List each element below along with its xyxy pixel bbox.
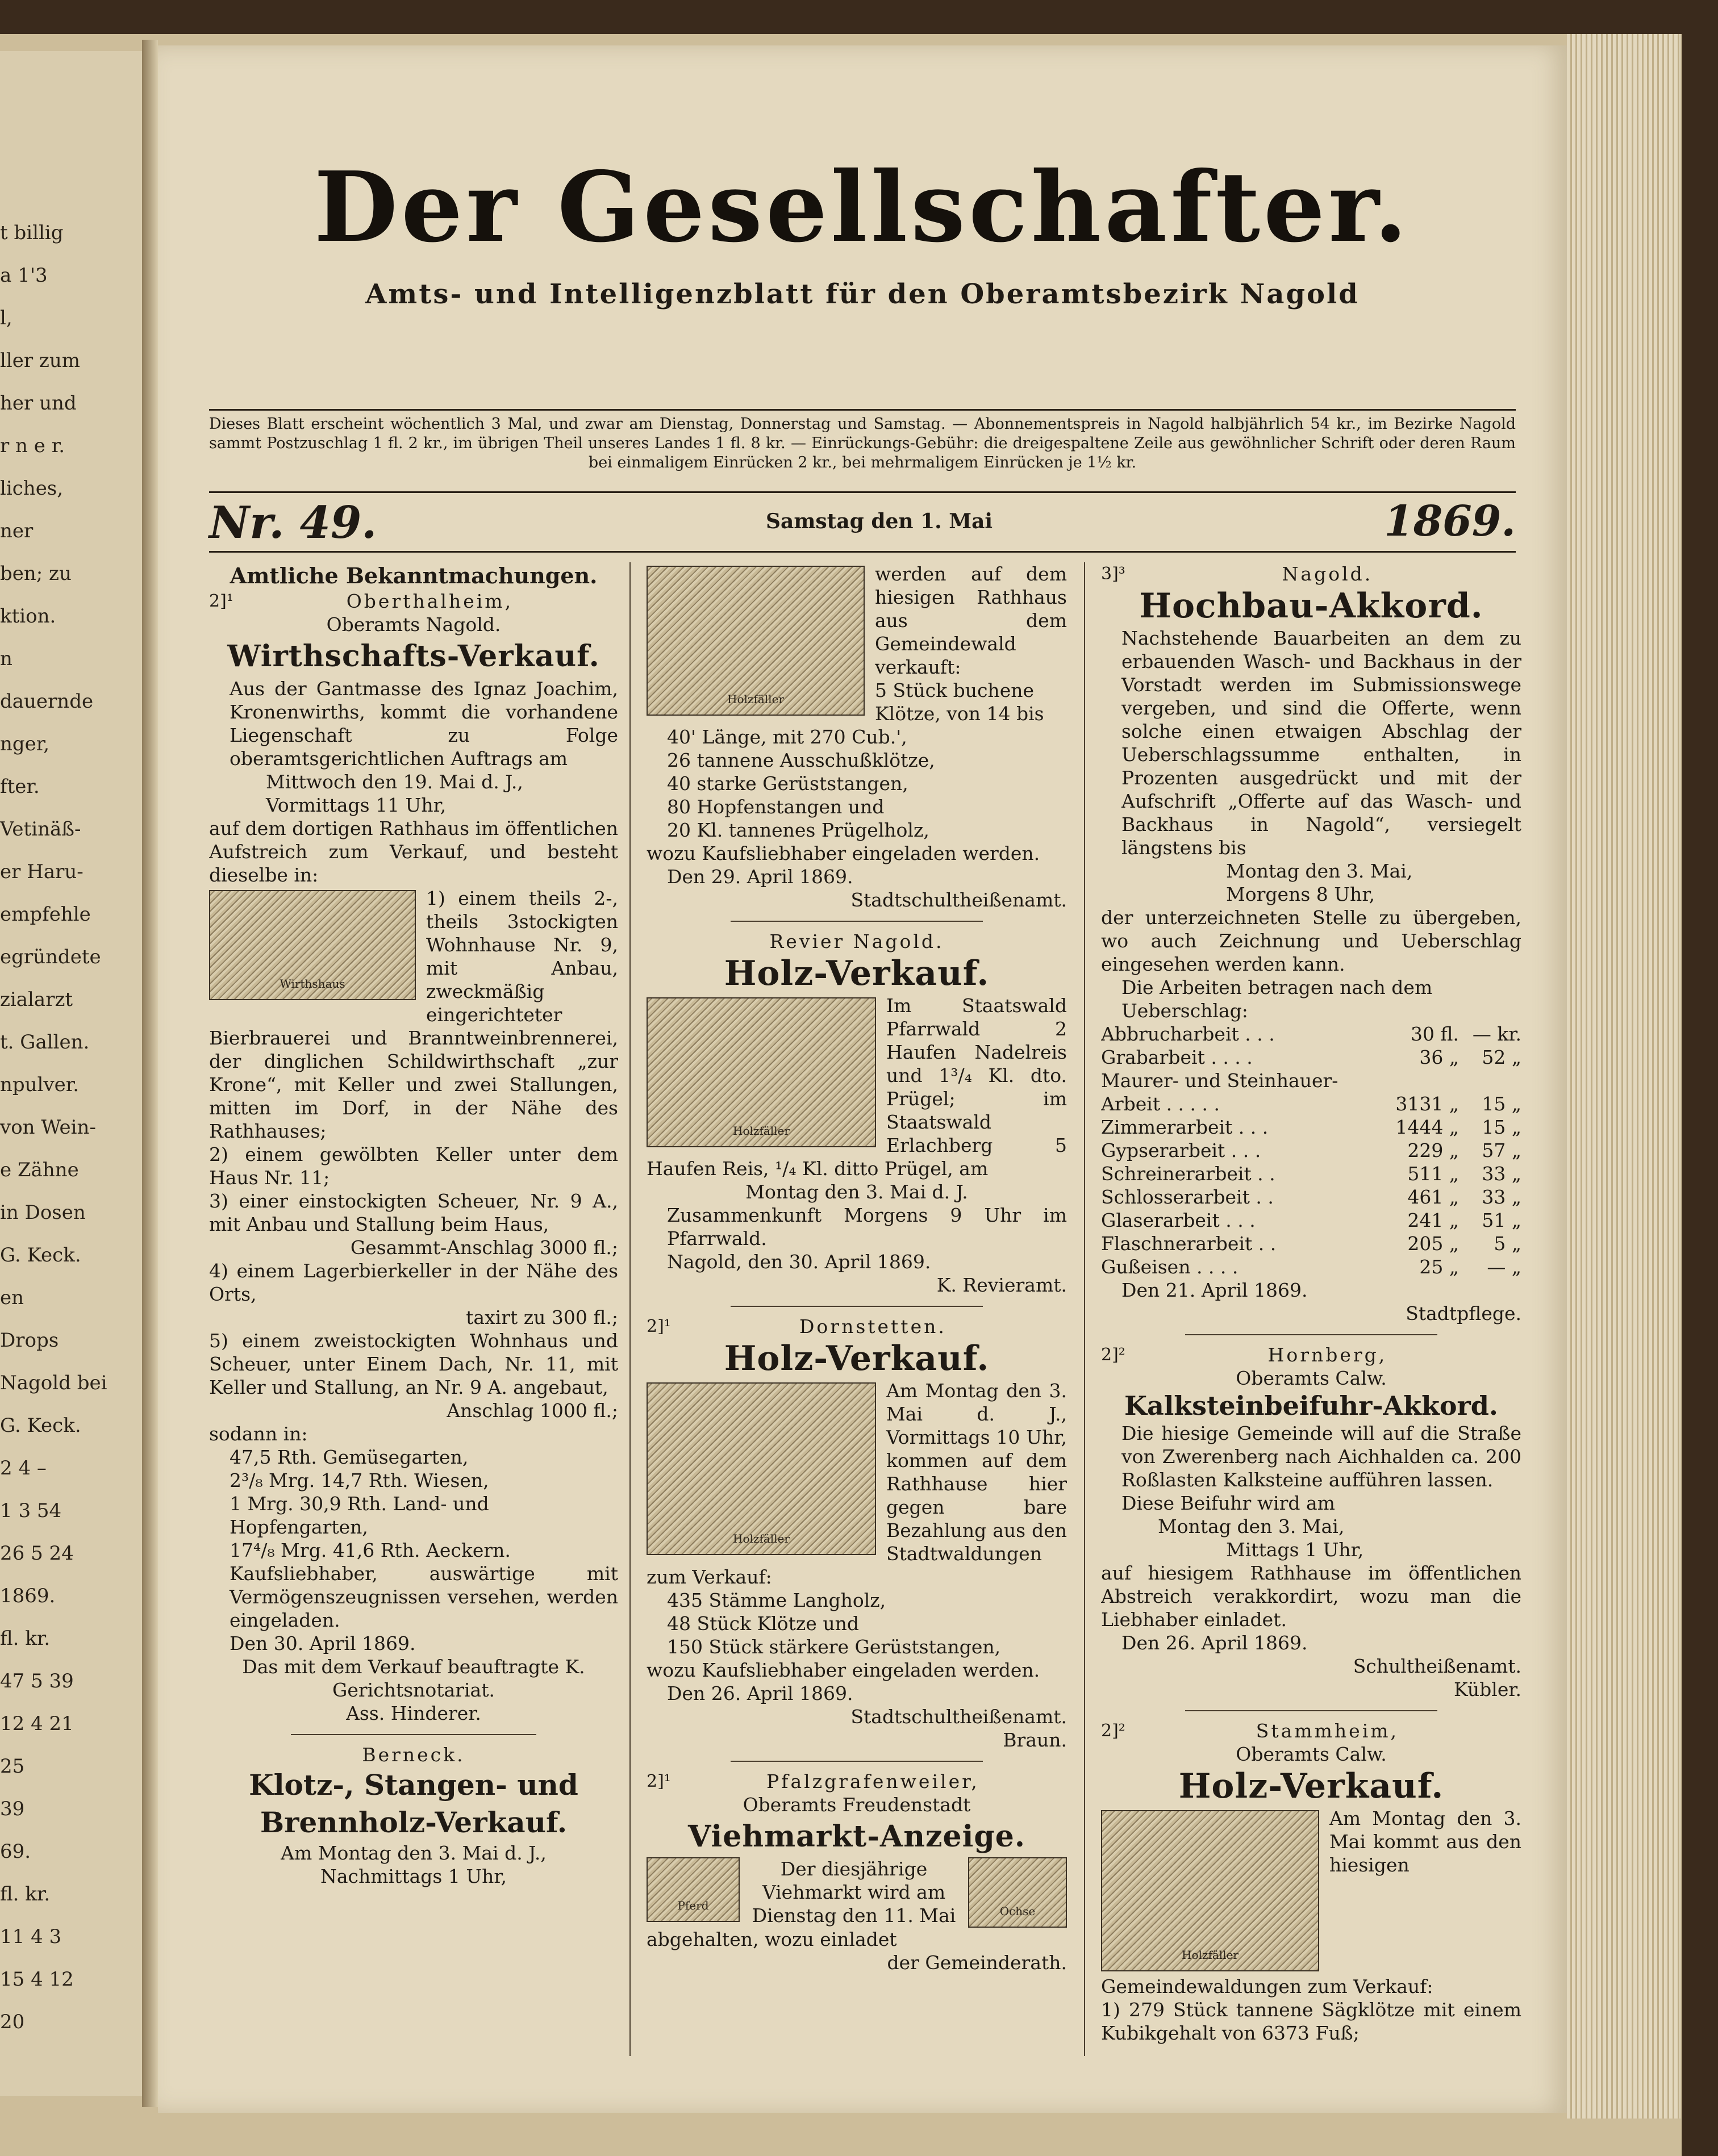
ad-signer: Stadtschultheißenamt. bbox=[850, 889, 1067, 911]
ad-intro: Aus der Gantmasse des Ignaz Joachim, Kronenwirths, kommt die vorhandene Liegenschaft zu Folge oberamtsgerichtlichen Auftrags am bbox=[230, 678, 618, 770]
ad-land-2: 2³/₈ Mrg. 14,7 Rth. Wiesen, bbox=[230, 1469, 489, 1491]
issue-line bbox=[209, 497, 1516, 548]
ad-buyers: Kaufsliebhaber, auswärtige mit Vermögenszeugnissen versehen, werden eingeladen. bbox=[230, 1562, 618, 1631]
cost-kreuzer: — „ bbox=[1487, 1256, 1521, 1278]
ad-land-1: 47,5 Rth. Gemüsegarten, bbox=[230, 1446, 469, 1468]
cost-row bbox=[1101, 1209, 1521, 1232]
cost-label: Abbrucharbeit . . . bbox=[1101, 1023, 1275, 1045]
cost-kreuzer: 5 „ bbox=[1494, 1232, 1521, 1255]
ad-text-3: auf hiesigem Rathhause im öffentlichen Abstreich verakkordirt, wozu man die Liebhaber einladet. bbox=[1101, 1562, 1521, 1631]
ad-date: Den 30. April 1869. bbox=[230, 1632, 416, 1654]
ad-line-3: 40 starke Gerüststangen, bbox=[667, 772, 908, 795]
cost-row bbox=[1101, 1162, 1521, 1185]
ad-signer: K. Revieramt. bbox=[936, 1274, 1067, 1296]
ox-caption: Ochse bbox=[999, 1904, 1036, 1918]
left-page-fragment: 11 4 3 bbox=[0, 1925, 62, 1948]
ad-buyers: wozu Kaufsliebhaber eingeladen werden. bbox=[647, 1659, 1040, 1681]
woodcutter-woodcut-image bbox=[647, 566, 865, 716]
ad-sodann: sodann in: bbox=[209, 1423, 308, 1445]
woodcutter-woodcut-image bbox=[647, 997, 876, 1147]
ad-name: Braun. bbox=[1003, 1729, 1067, 1751]
masthead bbox=[203, 151, 1521, 310]
column-divider-1 bbox=[629, 562, 631, 2056]
ad-place: Stammheim, bbox=[1256, 1720, 1399, 1742]
ad-viehmarkt-row bbox=[647, 1857, 1067, 1928]
left-page-fragment: npulver. bbox=[0, 1073, 80, 1096]
ad-text: Im Staatswald Pfarrwald 2 Haufen Nadelreis und 1³/₄ Kl. dto. Prügel; im Staatswald Erlachberg 5 Haufen Reis, ¹/₄ Kl. ditto Prügel, am bbox=[647, 995, 1067, 1180]
ad-district: Oberamts Calw. bbox=[1236, 1367, 1387, 1389]
cost-label: Arbeit . . . . . bbox=[1101, 1093, 1220, 1115]
left-page-fragment: liches, bbox=[0, 477, 64, 500]
left-page-fragment: er Haru- bbox=[0, 860, 84, 883]
ad-place: Nagold. bbox=[1282, 563, 1373, 585]
cost-row bbox=[1101, 1255, 1521, 1278]
cost-gulden: 229 „ bbox=[1407, 1139, 1459, 1161]
ad-line-2: 26 tannene Ausschußklötze, bbox=[667, 749, 935, 771]
ad-holz-nagold bbox=[647, 930, 1067, 1297]
ad-mark: 2]¹ bbox=[647, 1771, 671, 1791]
ad-viehmarkt bbox=[647, 1770, 1067, 1974]
cost-row bbox=[1101, 1069, 1521, 1092]
cost-label: Gußeisen . . . . bbox=[1101, 1256, 1239, 1278]
ad-meet: Zusammenkunft Morgens 9 Uhr im Pfarrwald. bbox=[667, 1204, 1067, 1250]
cost-kreuzer: 57 „ bbox=[1482, 1139, 1521, 1161]
ad-costs-intro: Die Arbeiten betragen nach dem Ueberschlag: bbox=[1121, 976, 1433, 1022]
ad-place: Dornstetten. bbox=[799, 1315, 946, 1338]
woodcut-caption: Holzfäller bbox=[733, 1124, 790, 1138]
ad-signer: Stadtschultheißenamt. bbox=[850, 1706, 1067, 1728]
ad-when-2: Vormittags 11 Uhr, bbox=[266, 794, 447, 816]
ad-text: Die hiesige Gemeinde will auf die Straße von Zwerenberg nach Aichhalden ca. 200 Roßlasten Kalksteine aufführen lassen. bbox=[1121, 1422, 1521, 1491]
ad-mark: 3]³ bbox=[1101, 564, 1125, 584]
ad-mark: 2]¹ bbox=[209, 591, 233, 611]
left-page-fragment: 15 4 12 bbox=[0, 1968, 74, 1991]
woodcutter-woodcut-image bbox=[1101, 1810, 1319, 1971]
left-page-fragment: t billig bbox=[0, 222, 64, 244]
left-page-fragment: fl. kr. bbox=[0, 1627, 51, 1650]
ad-when: Montag den 3. Mai d. J. bbox=[745, 1181, 968, 1203]
cost-label: Grabarbeit . . . . bbox=[1101, 1046, 1253, 1068]
cost-table bbox=[1101, 1022, 1521, 1278]
column-1 bbox=[209, 562, 618, 2073]
horse-caption: Pferd bbox=[677, 1899, 709, 1912]
ad-line-1: 5 Stück buchene Klötze, von 14 bis 40' Länge, mit 270 Cub.', bbox=[667, 679, 1044, 748]
left-page-edge bbox=[0, 51, 142, 2096]
ad-text: Am Montag den 3. Mai d. J., Vormittags 10 Uhr, kommen auf dem Rathhause hier gegen bare Bezahlung aus den Stadtwaldungen zum Verkauf: bbox=[647, 1380, 1067, 1588]
cost-row bbox=[1101, 1139, 1521, 1162]
ad-holz-stammheim bbox=[1101, 1719, 1521, 2045]
ad-mark: 2]² bbox=[1101, 1721, 1125, 1741]
ad-text-2: der unterzeichneten Stelle zu übergeben, wo auch Zeichnung und Ueberschlag eingesehen werden kann. bbox=[1101, 906, 1521, 975]
left-page-fragment: e Zähne bbox=[0, 1159, 79, 1181]
cost-gulden: 30 fl. bbox=[1411, 1023, 1459, 1045]
left-page-fragment: n bbox=[0, 647, 12, 670]
newspaper-subtitle: Amts- und Intelligenzblatt für den Oberamtsbezirk Nagold bbox=[365, 278, 1360, 310]
ad-heading: Klotz-, Stangen- und Brennholz-Verkauf. bbox=[249, 1768, 578, 1839]
left-page-fragment: Nagold bei bbox=[0, 1372, 107, 1394]
cost-kreuzer: 33 „ bbox=[1482, 1163, 1521, 1185]
cost-gulden: 3131 „ bbox=[1395, 1093, 1459, 1115]
ad-when-2: Mittags 1 Uhr, bbox=[1226, 1539, 1364, 1561]
cost-kreuzer bbox=[1459, 1069, 1521, 1092]
ad-hochbau bbox=[1101, 562, 1521, 1325]
inn-woodcut-image bbox=[209, 890, 416, 1000]
issue-year: 1869. bbox=[1384, 497, 1516, 546]
ad-text: Nachstehende Bauarbeiten an dem zu erbauenden Wasch- und Backhaus in der Vorstadt werden im Submissionswege vergeben, und sind die Offerte, wenn solche einen etwaigen Abschlag der Ueberschlagssumme enthalten, in Prozenten ausgedrückt und mit der Aufschrift „Offerte auf das Wasch- und Backhaus in Nagold“, versiegelt längstens bis bbox=[1121, 627, 1521, 859]
divider bbox=[291, 1734, 536, 1735]
horse-woodcut-image bbox=[647, 1857, 740, 1922]
ad-when-2: Morgens 8 Uhr, bbox=[1226, 883, 1375, 905]
left-page-fragment: 47 5 39 bbox=[0, 1670, 74, 1693]
ad-place: Berneck. bbox=[362, 1744, 465, 1766]
book-gutter bbox=[142, 40, 158, 2107]
left-page-fragment: G. Keck. bbox=[0, 1414, 81, 1437]
ad-text: werden auf dem hiesigen Rathhaus aus dem Gemeindewald verkauft: bbox=[875, 563, 1067, 678]
left-page-fragment: 26 5 24 bbox=[0, 1542, 74, 1565]
cost-kreuzer: 52 „ bbox=[1482, 1046, 1521, 1068]
ad-land-3: 1 Mrg. 30,9 Rth. Land- und Hopfengarten, bbox=[230, 1493, 489, 1538]
ad-place: Revier Nagold. bbox=[769, 930, 944, 952]
newspaper-title: Der Gesellschafter. bbox=[314, 151, 1411, 264]
left-page-fragment: Drops bbox=[0, 1329, 59, 1352]
ad-item-1: 1) einem theils 2-, theils 3stockigten Wohnhause Nr. 9, mit Anbau, zweckmäßig eingerichteter Bierbrauerei und Branntweinbrennerei, der dinglichen Schildwirthschaft „zur Krone“, mit Keller und zwei Stallungen, mitten im Dorf, in der Nähe des Rathhauses; bbox=[209, 887, 618, 1142]
ad-place: Hornberg, bbox=[1267, 1344, 1387, 1366]
ad-when-1: Montag den 3. Mai, bbox=[1226, 860, 1413, 882]
ad-wirthschafts-verkauf bbox=[209, 590, 618, 1725]
ad-text-2: abgehalten, wozu einladet bbox=[647, 1928, 897, 1950]
divider bbox=[731, 921, 983, 922]
column-3 bbox=[1101, 562, 1521, 2073]
ad-heading: Wirthschafts-Verkauf. bbox=[227, 639, 600, 674]
ad-heading: Holz-Verkauf. bbox=[724, 1339, 990, 1378]
woodcut-caption: Holzfäller bbox=[733, 1532, 790, 1545]
left-page-fragment: fter. bbox=[0, 775, 40, 798]
left-page-fragment: ller zum bbox=[0, 349, 80, 372]
ad-line-1: Am Montag den 3. Mai d. J., bbox=[281, 1842, 547, 1864]
left-page-fragment: G. Keck. bbox=[0, 1244, 81, 1267]
inn-woodcut-caption: Wirthshaus bbox=[280, 977, 345, 991]
cost-gulden: 205 „ bbox=[1407, 1232, 1459, 1255]
left-page-fragment: 69. bbox=[0, 1840, 31, 1863]
ad-date: Den 26. April 1869. bbox=[667, 1682, 853, 1704]
ox-woodcut-image bbox=[968, 1857, 1067, 1928]
ad-date: Den 29. April 1869. bbox=[667, 866, 853, 888]
column-divider-2 bbox=[1084, 562, 1085, 2056]
cost-row bbox=[1101, 1185, 1521, 1209]
divider bbox=[731, 1761, 983, 1762]
divider bbox=[1185, 1334, 1437, 1335]
ad-kalkstein bbox=[1101, 1343, 1521, 1701]
ad-date: Nagold, den 30. April 1869. bbox=[667, 1251, 931, 1273]
ad-heading: Hochbau-Akkord. bbox=[1139, 586, 1483, 626]
ad-holz-1 bbox=[647, 562, 1067, 912]
cost-label: Maurer- und Steinhauer- bbox=[1101, 1069, 1338, 1092]
cost-row bbox=[1101, 1046, 1521, 1069]
divider bbox=[1185, 1710, 1437, 1711]
ad-item-2: 2) einem gewölbten Keller unter dem Haus Nr. 11; bbox=[209, 1143, 618, 1189]
ad-heading: Holz-Verkauf. bbox=[1178, 1766, 1444, 1806]
ad-heading: Kalksteinbeifuhr-Akkord. bbox=[1124, 1390, 1498, 1421]
ad-place: Pfalzgrafenweiler, bbox=[766, 1770, 979, 1793]
left-page-fragment: 20 bbox=[0, 2011, 25, 2033]
cost-gulden: 461 „ bbox=[1407, 1186, 1459, 1208]
left-page-fragment: a 1'3 bbox=[0, 264, 48, 287]
ad-when-1: Montag den 3. Mai, bbox=[1158, 1515, 1345, 1537]
divider bbox=[731, 1306, 983, 1307]
ad-land-4: 17⁴/₈ Mrg. 41,6 Rth. Aeckern. bbox=[230, 1539, 511, 1561]
subscription-notice: Dieses Blatt erscheint wöchentlich 3 Mal, und zwar am Dienstag, Donnerstag und Samstag. — Abonnementspreis in Nagold halbjährlich 54 kr., im Bezirke Nagold sammt Postzuschlag 1 fl. 2 kr., im übrigen Theil unseres Landes 1 fl. 8 kr. — Einrückungs-Gebühr: die dreigespaltene Zeile aus gewöhnlicher Schrift oder deren Raum bei einmaligem Einrücken 2 kr., bei mehrmaligem Einrücken je 1½ kr. bbox=[209, 415, 1516, 471]
ad-place: Oberthalheim, bbox=[346, 590, 514, 612]
left-page-fragment: in Dosen bbox=[0, 1201, 86, 1224]
left-page-fragment: 25 bbox=[0, 1755, 25, 1778]
woodcut-caption: Holzfäller bbox=[1182, 1948, 1239, 1962]
cost-gulden: 25 „ bbox=[1419, 1256, 1459, 1278]
ad-item-5: 5) einem zweistockigten Wohnhaus und Scheuer, unter Einem Dach, Nr. 11, mit Keller und Stallung, an Nr. 9 A. angebaut, bbox=[209, 1330, 618, 1398]
ad-item-3: 3) einer einstockigten Scheuer, Nr. 9 A., mit Anbau und Stallung beim Haus, bbox=[209, 1190, 618, 1235]
ad-district: Oberamts Calw. bbox=[1236, 1743, 1387, 1765]
ad-when-1: Mittwoch den 19. Mai d. J., bbox=[266, 771, 523, 793]
ad-item-5b: Anschlag 1000 fl.; bbox=[447, 1399, 618, 1422]
cost-row bbox=[1101, 1115, 1521, 1139]
cost-row bbox=[1101, 1022, 1521, 1046]
left-page-fragment: ben; zu bbox=[0, 562, 72, 585]
cost-kreuzer: 15 „ bbox=[1482, 1093, 1521, 1115]
ad-mark: 2]² bbox=[1101, 1345, 1125, 1365]
cost-label: Gypserarbeit . . . bbox=[1101, 1139, 1261, 1161]
left-page-fragment: nger, bbox=[0, 733, 50, 755]
cost-gulden bbox=[1340, 1069, 1459, 1092]
left-page-fragment: l, bbox=[0, 307, 12, 329]
section-title: Amtliche Bekanntmachungen. bbox=[230, 563, 598, 588]
ad-mark: 2]¹ bbox=[647, 1317, 671, 1336]
left-page-fragment: 39 bbox=[0, 1798, 25, 1820]
cost-label: Zimmerarbeit . . . bbox=[1101, 1116, 1269, 1138]
ad-district: Oberamts Freudenstadt bbox=[743, 1794, 971, 1816]
ad-line-1: 1) 279 Stück tannene Sägklötze mit einem Kubikgehalt von 6373 Fuß; bbox=[1101, 1999, 1521, 2044]
rule-issue-bottom bbox=[209, 551, 1516, 553]
ad-text: Der diesjährige Viehmarkt wird am Dienstag den 11. Mai bbox=[752, 1858, 956, 1927]
cost-kreuzer: 51 „ bbox=[1482, 1209, 1521, 1231]
page-edges bbox=[1567, 34, 1681, 2119]
left-page-fragment: von Wein- bbox=[0, 1116, 96, 1139]
cost-row bbox=[1101, 1092, 1521, 1115]
left-page-fragment: en bbox=[0, 1286, 24, 1309]
left-page-fragment: ktion. bbox=[0, 605, 56, 628]
cost-kreuzer: 15 „ bbox=[1482, 1116, 1521, 1138]
ad-item-4b: taxirt zu 300 fl.; bbox=[466, 1306, 618, 1328]
ad-heading: Viehmarkt-Anzeige. bbox=[688, 1819, 1025, 1854]
woodcutter-woodcut-image bbox=[647, 1382, 876, 1555]
ad-place-text: auf dem dortigen Rathhaus im öffentlichen Aufstreich zum Verkauf, und besteht dieselbe in: bbox=[209, 817, 618, 886]
left-page-fragment: empfehle bbox=[0, 903, 91, 926]
left-page-fragment: r n e r. bbox=[0, 434, 65, 457]
left-page-fragment: 1869. bbox=[0, 1585, 56, 1607]
cost-gulden: 241 „ bbox=[1407, 1209, 1459, 1231]
ad-line-5: 20 Kl. tannenes Prügelholz, bbox=[667, 819, 929, 841]
left-page-fragment: fl. kr. bbox=[0, 1883, 51, 1906]
ad-text: Am Montag den 3. Mai kommt aus den hiesigen Gemeindewaldungen zum Verkauf: bbox=[1101, 1807, 1521, 1998]
ad-line-1: 435 Stämme Langholz, bbox=[667, 1589, 886, 1611]
ad-line-4: 80 Hopfenstangen und bbox=[667, 796, 885, 818]
ad-line-2: Nachmittags 1 Uhr, bbox=[320, 1865, 507, 1887]
column-2 bbox=[647, 562, 1067, 2073]
issue-date: Samstag den 1. Mai bbox=[766, 509, 993, 533]
left-page-fragment: t. Gallen. bbox=[0, 1031, 90, 1054]
ad-name: Kübler. bbox=[1453, 1678, 1521, 1700]
cost-gulden: 1444 „ bbox=[1395, 1116, 1459, 1138]
issue-number: Nr. 49. bbox=[209, 497, 377, 549]
cost-gulden: 511 „ bbox=[1407, 1163, 1459, 1185]
cost-kreuzer: 33 „ bbox=[1482, 1186, 1521, 1208]
ad-item-3b: Gesammt-Anschlag 3000 fl.; bbox=[350, 1236, 618, 1259]
ad-text-2: Diese Beifuhr wird am bbox=[1121, 1492, 1335, 1514]
cost-label: Schlosserarbeit . . bbox=[1101, 1186, 1274, 1208]
ad-signer: Ass. Hinderer. bbox=[346, 1702, 481, 1724]
cost-kreuzer: — kr. bbox=[1472, 1023, 1521, 1045]
ad-item-4: 4) einem Lagerbierkeller in der Nähe des Orts, bbox=[209, 1260, 618, 1305]
woodcut-caption: Holzfäller bbox=[727, 692, 784, 706]
ad-date: Den 21. April 1869. bbox=[1121, 1279, 1308, 1301]
ad-buyers: wozu Kaufsliebhaber eingeladen werden. bbox=[647, 842, 1040, 864]
cost-label: Flaschnerarbeit . . bbox=[1101, 1232, 1277, 1255]
ad-signer: Stadtpflege. bbox=[1406, 1302, 1521, 1324]
ad-signer: der Gemeinderath. bbox=[887, 1952, 1067, 1974]
ad-district: Oberamts Nagold. bbox=[326, 613, 501, 636]
newspaper-page bbox=[158, 45, 1567, 2113]
ad-heading: Holz-Verkauf. bbox=[724, 954, 990, 993]
ad-line-2: 48 Stück Klötze und bbox=[667, 1612, 859, 1635]
left-page-fragment: ner bbox=[0, 520, 34, 542]
left-page-fragment: Vetinäß- bbox=[0, 818, 81, 841]
ad-line-3: 150 Stück stärkere Gerüststangen, bbox=[667, 1636, 1001, 1658]
left-page-fragment: her und bbox=[0, 392, 77, 415]
left-page-fragment: 2 4 – bbox=[0, 1457, 47, 1480]
ad-date: Den 26. April 1869. bbox=[1121, 1632, 1308, 1654]
cost-gulden: 36 „ bbox=[1419, 1046, 1459, 1068]
ad-klotz-verkauf bbox=[209, 1743, 618, 1888]
left-page-fragment: 1 3 54 bbox=[0, 1499, 62, 1522]
rule-notice-bottom bbox=[209, 491, 1516, 493]
ad-closing: Das mit dem Verkauf beauftragte K. Gerichtsnotariat. bbox=[242, 1656, 585, 1701]
left-page-fragment: zialarzt bbox=[0, 988, 73, 1011]
rule-top bbox=[209, 409, 1516, 411]
cost-label: Glaserarbeit . . . bbox=[1101, 1209, 1256, 1231]
cost-label: Schreinerarbeit . . bbox=[1101, 1163, 1275, 1185]
ad-holz-dornstetten bbox=[647, 1315, 1067, 1752]
ad-signer: Schultheißenamt. bbox=[1353, 1655, 1521, 1677]
left-page-fragment: egründete bbox=[0, 946, 101, 968]
left-page-fragment: dauernde bbox=[0, 690, 94, 713]
cost-row bbox=[1101, 1232, 1521, 1255]
left-page-fragment: 12 4 21 bbox=[0, 1712, 74, 1735]
